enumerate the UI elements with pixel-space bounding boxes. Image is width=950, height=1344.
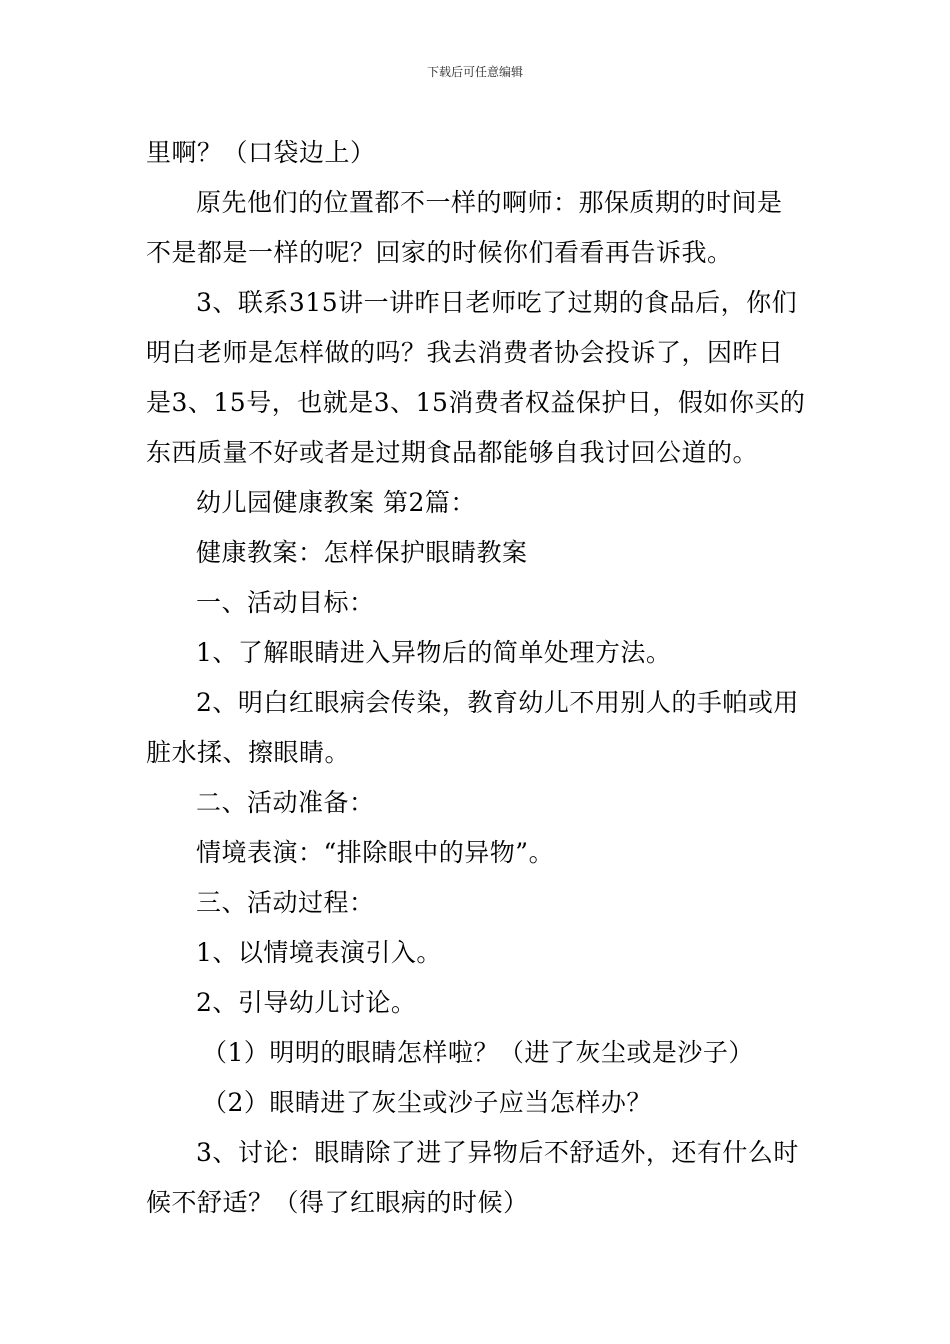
text-line: 情境表演：“排除眼中的异物”。 (196, 838, 555, 867)
section-heading: 二、活动准备： (196, 788, 375, 817)
text-line: 不是都是一样的呢？回家的时候你们看看再告诉我。 (146, 238, 733, 267)
list-item: 1、以情境表演引入。 (196, 938, 442, 967)
text-line: 3、联系315讲一讲昨日老师吃了过期的食品后，你们 (196, 288, 798, 317)
text-line: 里啊？（口袋边上） (146, 138, 376, 167)
sub-list-item: （1）明明的眼睛怎样啦？（进了灰尘或是沙子） (202, 1038, 754, 1067)
text-line: 原先他们的位置都不一样的啊师：那保质期的时间是 (196, 188, 783, 217)
text-line: 是3、15号，也就是3、15消费者权益保护日，假如你买的 (146, 388, 806, 417)
lesson-title: 健康教案：怎样保护眼睛教案 (196, 538, 528, 567)
list-item: 2、明白红眼病会传染，教育幼儿不用别人的手帕或用 (196, 688, 799, 717)
text-line: 候不舒适？（得了红眼病的时候） (146, 1188, 529, 1217)
list-item: 1、了解眼睛进入异物后的简单处理方法。 (196, 638, 672, 667)
text-line: 明白老师是怎样做的吗？我去消费者协会投诉了，因昨日 (146, 338, 784, 367)
sub-list-item: （2）眼睛进了灰尘或沙子应当怎样办？ (202, 1088, 652, 1117)
list-item: 3、讨论：眼睛除了进了异物后不舒适外，还有什么时 (196, 1138, 799, 1167)
section-heading: 三、活动过程： (196, 888, 375, 917)
page-header: 下载后可任意编辑 (426, 65, 523, 79)
document-body (146, 128, 808, 1228)
text-line: 东西质量不好或者是过期食品都能够自我讨回公道的。 (146, 438, 759, 467)
section-heading: 幼儿园健康教案 第2篇： (196, 488, 476, 517)
list-item: 2、引导幼儿讨论。 (196, 988, 417, 1017)
section-heading: 一、活动目标： (196, 588, 375, 617)
text-line: 脏水揉、擦眼睛。 (146, 738, 351, 767)
